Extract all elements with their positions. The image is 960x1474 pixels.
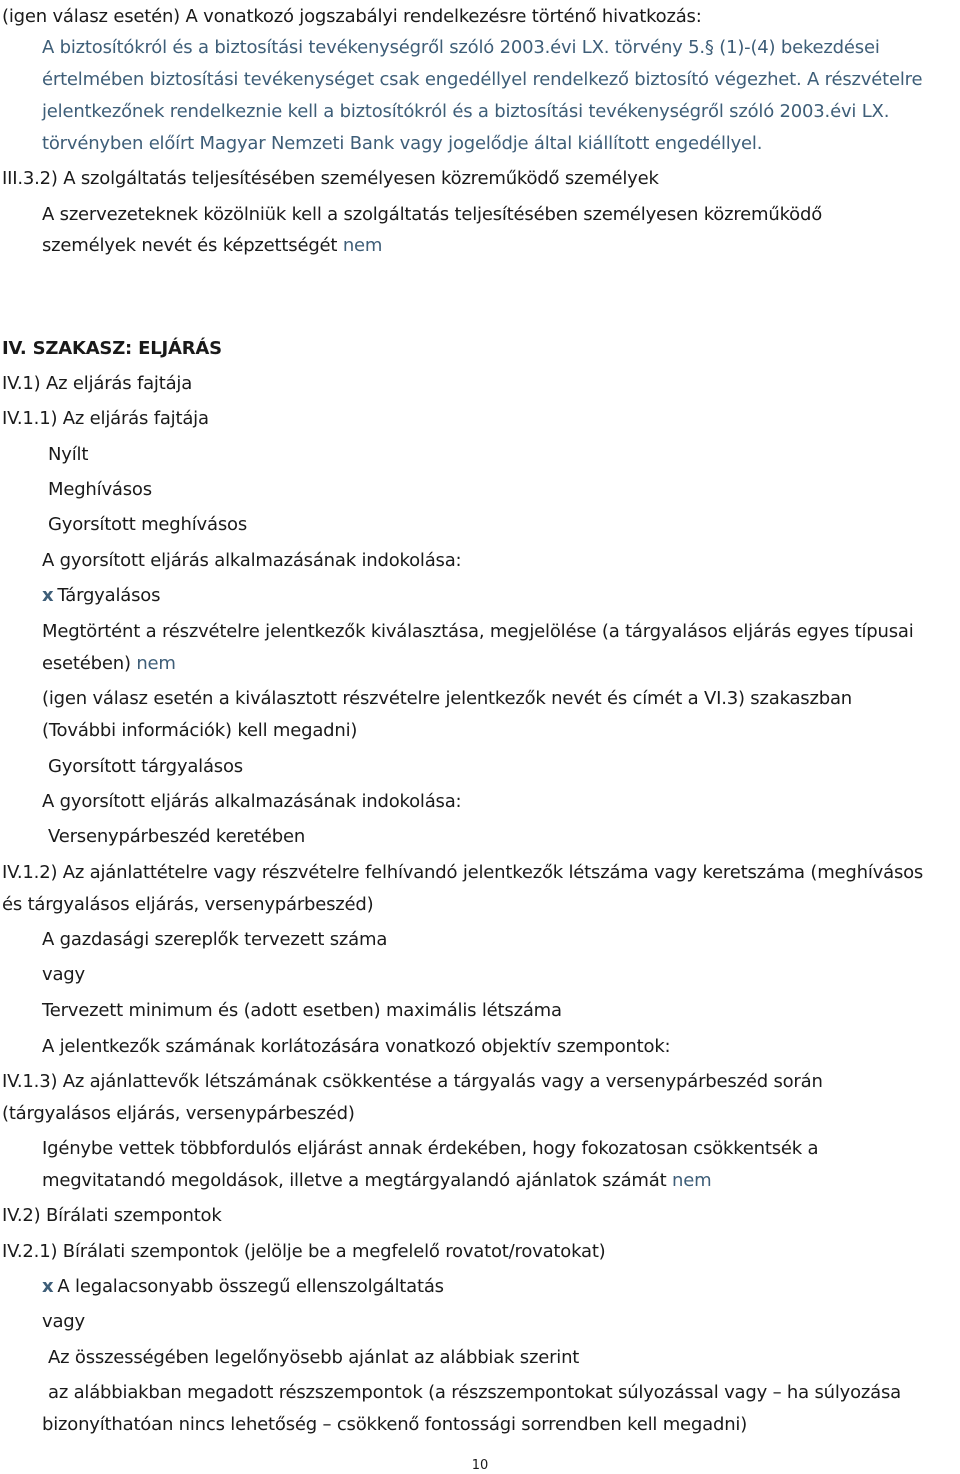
- selected-mark-icon: x: [42, 585, 54, 606]
- section-heading-iv-2: IV.2) Bírálati szempontok: [2, 1205, 222, 1226]
- personnel-disclosure-line-2: személyek nevét és képzettségét nem: [42, 235, 383, 256]
- selection-note-line-1: (igen válasz esetén a kiválasztott részvételre jelentkezők nevét és címét a VI.3) szakaszban: [42, 688, 852, 709]
- section-heading-iv-1-1: IV.1.1) Az eljárás fajtája: [2, 408, 209, 429]
- or-separator-1: vagy: [42, 964, 85, 985]
- procedure-option-negotiated: x Tárgyalásos: [42, 585, 161, 606]
- section-heading-iv-1: IV.1) Az eljárás fajtája: [2, 373, 193, 394]
- legal-reference-text-3: jelentkezőnek rendelkeznie kell a biztosítókról és a biztosítási tevékenységről szóló 2003.évi LX.: [42, 101, 890, 122]
- legal-reference-text-4: törvényben előírt Magyar Nemzeti Bank vagy jogelődje által kiállított engedéllyel.: [42, 133, 763, 154]
- legal-reference-text-1: A biztosítókról és a biztosítási tevékenységről szóló 2003.évi LX. törvény 5.§ (1)-(4) bekezdései: [42, 37, 880, 58]
- criteria-lowest-price: x A legalacsonyabb összegű ellenszolgáltatás: [42, 1276, 444, 1297]
- section-heading-iv-1-2-line-2: és tárgyalásos eljárás, versenypárbeszéd): [2, 894, 374, 915]
- section-heading-iv-2-1: IV.2.1) Bírálati szempontok (jelölje be a megfelelő rovatot/rovatokat): [2, 1241, 606, 1262]
- sub-criteria-line-1: az alábbiakban megadott részszempontok (a részszempontokat súlyozással vagy – ha súlyozása: [48, 1382, 901, 1403]
- sub-criteria-line-2: bizonyíthatóan nincs lehetőség – csökkenő fontossági sorrendben kell megadni): [42, 1414, 748, 1435]
- criteria-most-advantageous: Az összességében legelőnyösebb ajánlat az alábbiak szerint: [48, 1347, 580, 1368]
- selection-done-line-1: Megtörtént a részvételre jelentkezők kiválasztása, megjelölése (a tárgyalásos eljárás egyes típusai: [42, 621, 914, 642]
- procedure-option-restricted: Meghívásos: [48, 479, 152, 500]
- multi-stage-line-1: Igénybe vettek többfordulós eljárást annak érdekében, hogy fokozatosan csökkentsék a: [42, 1138, 819, 1159]
- accelerated-justification-label-1: A gyorsított eljárás alkalmazásának indokolása:: [42, 550, 462, 571]
- section-heading-iv-1-3-line-2: (tárgyalásos eljárás, versenypárbeszéd): [2, 1103, 355, 1124]
- procedure-option-accelerated-restricted: Gyorsított meghívásos: [48, 514, 247, 535]
- legal-reference-text-2: értelmében biztosítási tevékenységet csak engedéllyel rendelkező biztosító végezhet. A részvételre: [42, 69, 923, 90]
- selection-done-line-2: esetében) nem: [42, 653, 176, 674]
- answer-value: nem: [136, 653, 176, 674]
- accelerated-justification-label-2: A gyorsított eljárás alkalmazásának indokolása:: [42, 791, 462, 812]
- selection-note-line-2: (További információk) kell megadni): [42, 720, 358, 741]
- legal-reference-prompt: (igen válasz esetén) A vonatkozó jogszabályi rendelkezésre történő hivatkozás:: [2, 6, 702, 27]
- procedure-option-accelerated-negotiated: Gyorsított tárgyalásos: [48, 756, 243, 777]
- or-separator-2: vagy: [42, 1311, 85, 1332]
- planned-operators-count: A gazdasági szereplők tervezett száma: [42, 929, 388, 950]
- section-title-iv: IV. SZAKASZ: ELJÁRÁS: [2, 338, 222, 359]
- page-number: 10: [471, 1458, 489, 1473]
- procedure-option-open: Nyílt: [48, 444, 89, 465]
- planned-min-max: Tervezett minimum és (adott esetben) maximális létszáma: [42, 1000, 562, 1021]
- section-heading-iii-3-2: III.3.2) A szolgáltatás teljesítésében személyesen közreműködő személyek: [2, 168, 659, 189]
- section-heading-iv-1-3-line-1: IV.1.3) Az ajánlattevők létszámának csökkentése a tárgyalás vagy a versenypárbeszéd során: [2, 1071, 823, 1092]
- procedure-option-competitive-dialogue: Versenypárbeszéd keretében: [48, 826, 306, 847]
- answer-value: nem: [671, 1170, 712, 1191]
- personnel-disclosure-line-1: A szervezeteknek közölniük kell a szolgáltatás teljesítésében személyesen közreműködő: [42, 204, 823, 225]
- limitation-criteria: A jelentkezők számának korlátozására vonatkozó objektív szempontok:: [42, 1036, 671, 1057]
- selected-mark-icon: x: [42, 1276, 54, 1297]
- section-heading-iv-1-2-line-1: IV.1.2) Az ajánlattételre vagy részvételre felhívandó jelentkezők létszáma vagy keretszáma (meghívásos: [2, 862, 924, 883]
- answer-value: nem: [342, 235, 383, 256]
- multi-stage-line-2: megvitatandó megoldások, illetve a megtárgyalandó ajánlatok számát nem: [42, 1170, 712, 1191]
